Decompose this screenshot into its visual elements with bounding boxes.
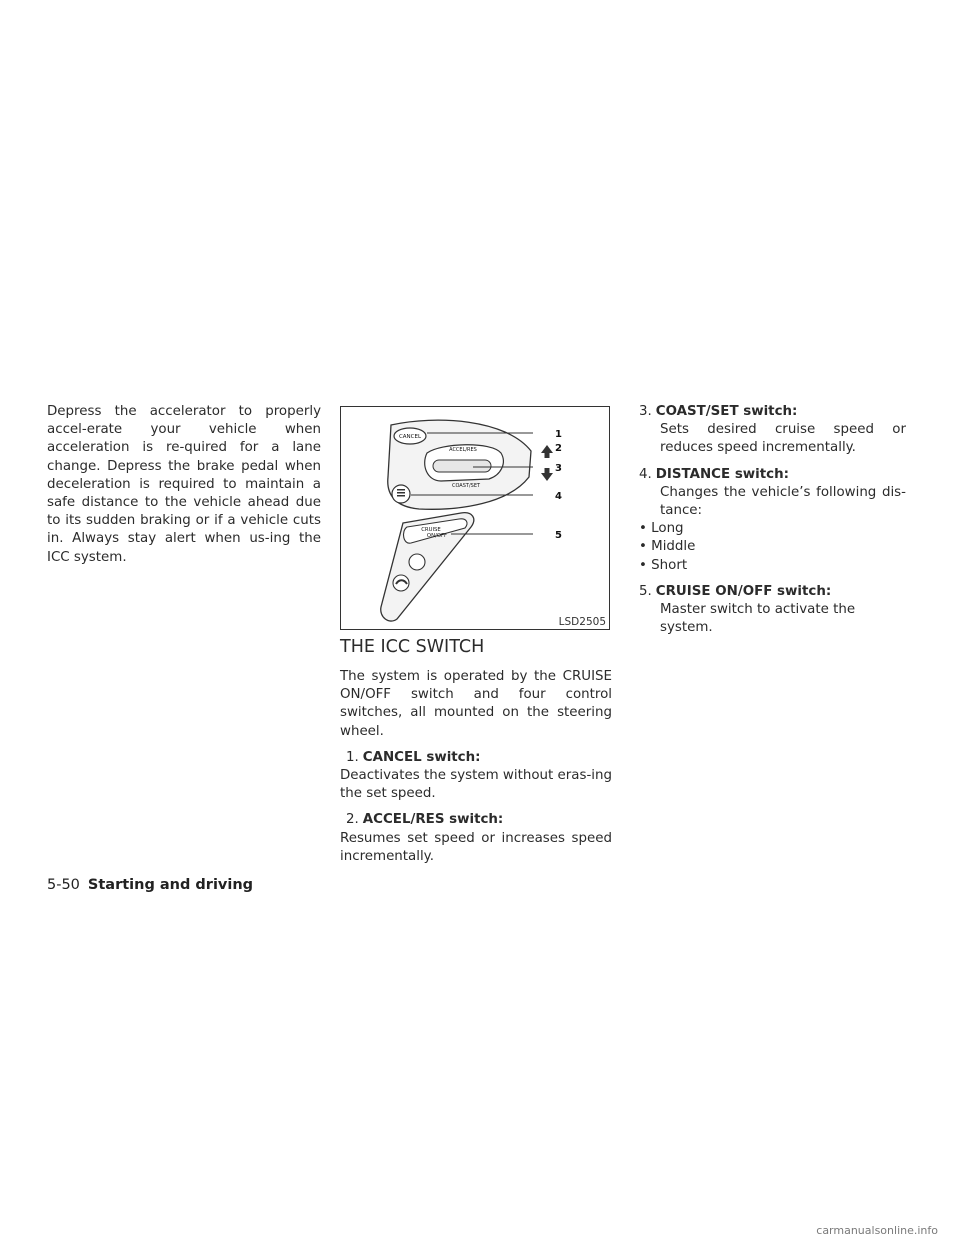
item-number: 5. [639, 583, 652, 599]
phone-voice-button-shape [409, 554, 425, 570]
down-arrow-icon [541, 468, 553, 481]
item-number: 4. [639, 466, 652, 482]
page-number: 5-50 [47, 877, 80, 893]
list-item [340, 811, 612, 866]
item-number: 1. [346, 749, 359, 765]
accel-coast-rocker [433, 460, 491, 472]
up-arrow-icon [541, 445, 553, 458]
section-column [340, 636, 612, 866]
callout-number-4: 4 [555, 491, 562, 502]
item-description: Deactivates the system without eras-ing the set speed. [340, 768, 612, 802]
page-footer [47, 877, 253, 893]
callout-number-1: 1 [555, 429, 562, 440]
distance-button-shape [392, 485, 410, 503]
section-title: THE ICC SWITCH [340, 637, 485, 657]
callout-number-5: 5 [555, 530, 562, 541]
figure-code: LSD2505 [558, 616, 606, 628]
list-item [340, 749, 612, 804]
cruise-label-line2: ON/OFF [426, 533, 448, 539]
icc-switch-figure [340, 406, 610, 630]
steering-switch-illustration [341, 407, 609, 629]
item-label: CRUISE ON/OFF switch: [655, 583, 832, 599]
switch-list-part1 [340, 749, 612, 866]
list-item [639, 466, 906, 575]
item-number: 3. [639, 404, 652, 419]
intro-paragraph: Depress the accelerator to properly accel-erate your vehicle when acceleration is re-quired for a lane change. Depress the brake pedal when deceleration is required to maintain a safe distance to the vehicle ahead due to its sudden braking or if a vehicle cuts in. Always stay alert when us-ing the ICC system. [47, 404, 321, 565]
callout-number-2: 2 [555, 443, 562, 454]
item-label: ACCEL/RES switch: [362, 812, 504, 828]
switch-list-part2 [639, 403, 906, 637]
item-label: COAST/SET switch: [655, 404, 798, 419]
bullet-item: • Long [639, 521, 684, 537]
section-intro: The system is operated by the CRUISE ON/OFF switch and four control switches, all mounted on the steering wheel. [340, 669, 612, 739]
coast-set-label: COAST/SET [451, 483, 481, 489]
watermark: carmanualsonline.info [816, 1224, 938, 1237]
intro-column [47, 403, 321, 567]
chapter-title: Starting and driving [87, 877, 254, 893]
item-description: Resumes set speed or increases speed incrementally. [340, 830, 612, 864]
cancel-button-label: CANCEL [398, 434, 422, 440]
item-description: Master switch to activate the system. [660, 602, 856, 636]
item-description: Changes the vehicle’s following dis-tance: [660, 484, 906, 519]
accel-res-label: ACCEL/RES [449, 447, 477, 453]
list-item [639, 403, 906, 458]
list-item [639, 583, 906, 638]
item-description: Sets desired cruise speed or reduces speed incrementally. [660, 422, 906, 456]
item-label: CANCEL switch: [362, 749, 481, 765]
cruise-label-line1: CRUISE [421, 527, 441, 533]
item-number: 2. [346, 812, 359, 828]
callout-number-3: 3 [555, 463, 562, 474]
bullet-item: • Short [639, 557, 688, 573]
bullet-item: • Middle [639, 539, 696, 555]
item-label: DISTANCE switch: [655, 466, 789, 482]
